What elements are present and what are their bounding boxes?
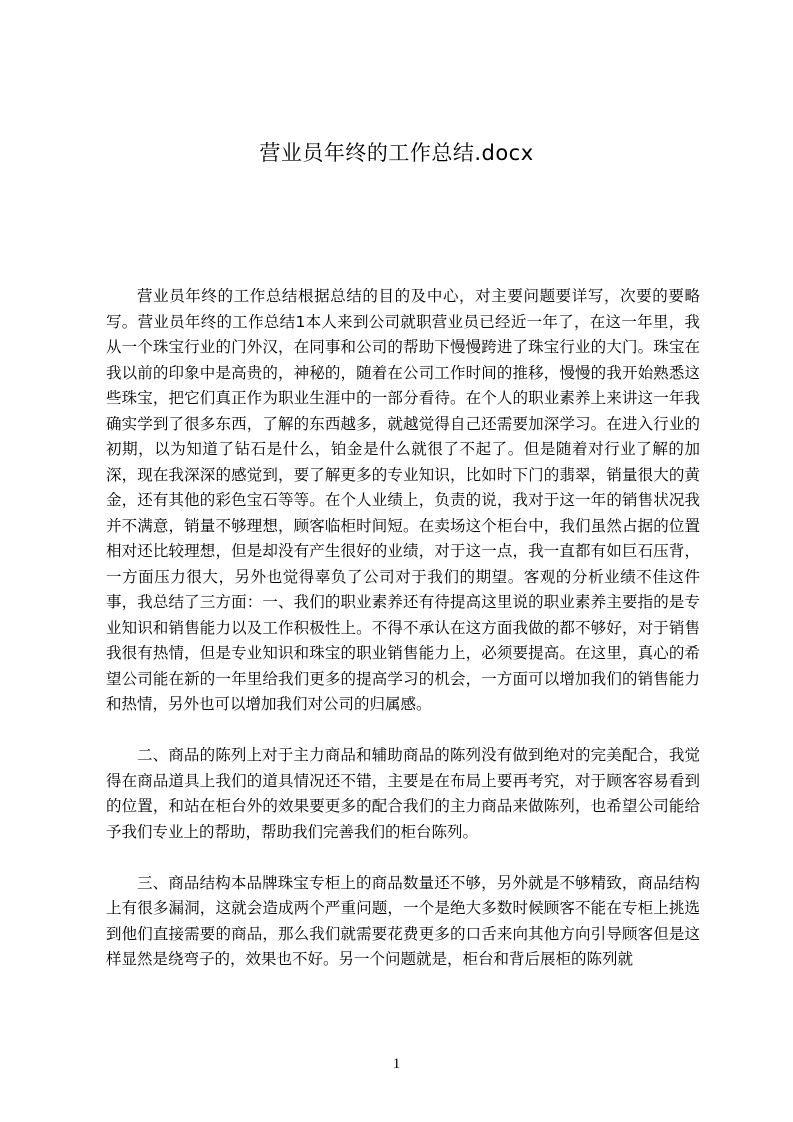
paragraph-intro: 营业员年终的工作总结根据总结的目的及中心，对主要问题要详写，次要的要略写。营业员年终的工作总结1本人来到公司就职营业员已经近一年了，在这一年里，我从一个珠宝行业的门外汉，在同事和公司的帮助下慢慢跨进了珠宝行业的大门。珠宝在我以前的印象中是高贵的，神秘的，随着在公司工作时间的推移，慢慢的我开始熟悉这些珠宝，把它们真正作为职业生涯中的一部分看待。在个人的职业素养上来讲这一年我确实学到了很多东西，了解的东西越多，就越觉得自己还需要加深学习。在进入行业的初期，以为知道了钻石是什么，铂金是什么就很了不起了。但是随着对行业了解的加深，现在我深深的感觉到，要了解更多的专业知识，比如时下门的翡翠，销量很大的黄金，还有其他的彩色宝石等等。在个人业绩上，负责的说，我对于这一年的销售状况我并不满意，销量不够理想，顾客临柜时间短。在卖场这个柜台中，我们虽然占据的位置相对还比较理想，但是却没有产生很好的业绩，对于这一点，我一直都有如巨石压背，一方面压力很大，另外也觉得辜负了公司对于我们的期望。客观的分析业绩不佳这件事，我总结了三方面：一、我们的职业素养还有待提高这里说的职业素养主要指的是专业知识和销售能力以及工作积极性上。不得不承认在这方面我做的都不够好，对于销售我很有热情，但是专业知识和珠宝的职业销售能力上，必须要提高。在这里，真心的希望公司能在新的一年里给我们更多的提高学习的机会，一方面可以增加我们的销售能力和热情，另外也可以增加我们对公司的归属感。 xyxy=(106,287,700,713)
document-body xyxy=(106,284,700,973)
paragraph-display: 二、商品的陈列上对于主力商品和辅助商品的陈列没有做到绝对的完美配合，我觉得在商品道具上我们的道具情况还不错，主要是在布局上要再考究，对于顾客容易看到的位置，和站在柜台外的效果要更多的配合我们的主力商品来做陈列，也希望公司能给予我们专业上的帮助，帮助我们完善我们的柜台陈列。 xyxy=(106,746,700,841)
page-number: 1 xyxy=(392,1056,401,1072)
document-title: 营业员年终的工作总结.docx xyxy=(259,141,534,165)
paragraph-structure: 三、商品结构本品牌珠宝专柜上的商品数量还不够，另外就是不够精致，商品结构上有很多漏洞，这就会造成两个严重问题，一个是绝大多数时候顾客不能在专柜上挑选到他们直接需要的商品，那么我们就需要花费更多的口舌来向其他方向引导顾客但是这样显然是绕弯子的，效果也不好。另一个问题就是，柜台和背后展柜的陈列就 xyxy=(106,873,700,968)
